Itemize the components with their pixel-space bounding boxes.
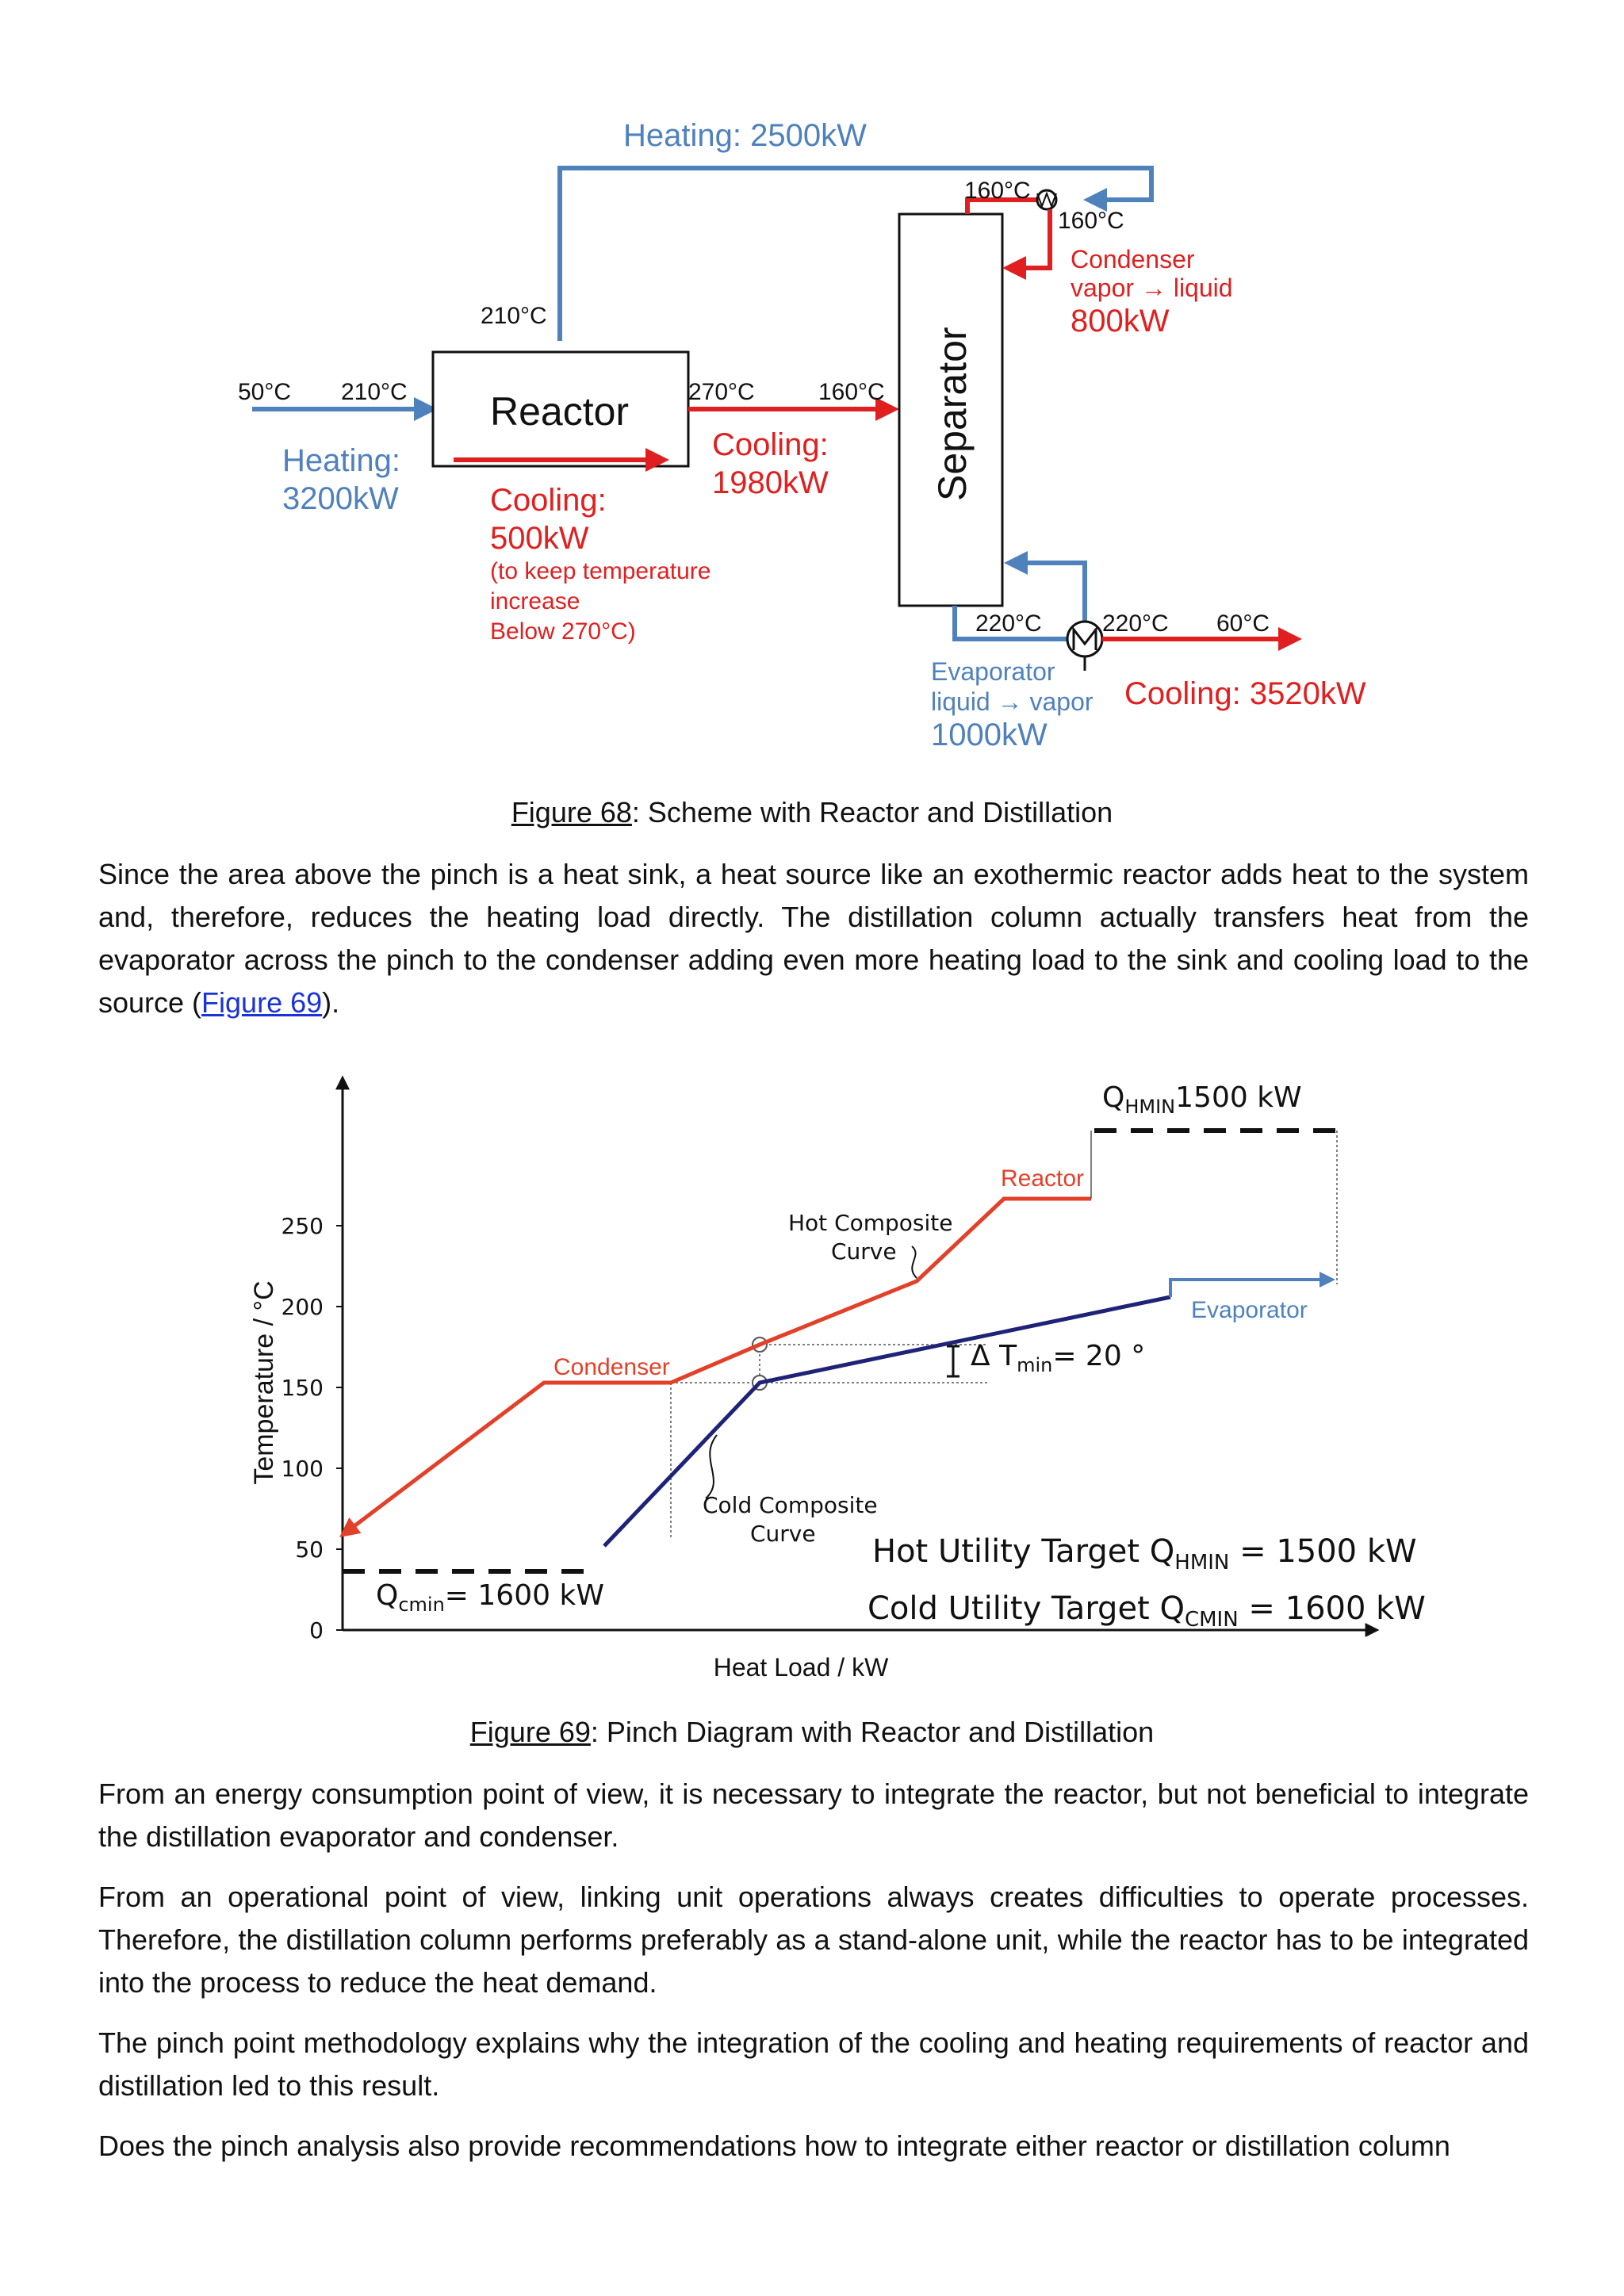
cold-composite-label-2: Curve [750, 1521, 816, 1547]
cold-utility-target: Cold Utility Target $Q_{CMIN} = 1600$ kW [868, 1590, 1426, 1632]
reactor-annotation: Reactor [1001, 1165, 1085, 1192]
qhmin-label: $Q_{HMIN}1500$ kW [1102, 1081, 1302, 1118]
heating-top-label: Heating: 2500kW [623, 118, 867, 153]
temp-220-left: 220°C [975, 610, 1042, 637]
cold-composite-label-1: Cold Composite [703, 1492, 878, 1518]
paragraph-question: Does the pinch analysis also provide recommendations how to integrate either reactor or distillation column [98, 2130, 1450, 2162]
y-ticks [282, 1213, 343, 1644]
heating-left-line2: 3200kW [282, 481, 399, 516]
figure-69-caption [0, 1716, 1624, 1749]
figure-68-caption-text: : Scheme with Reactor and Distillation [631, 796, 1113, 828]
temp-160-top: 160°C [964, 178, 1031, 204]
evaporator-load: 1000kW [931, 718, 1048, 752]
temp-220-right: 220°C [1102, 610, 1169, 637]
evaporator-line1: Evaporator [931, 657, 1055, 686]
cooling-mid-line2: 1980kW [712, 465, 829, 500]
dtmin-label: Δ $T_{min}= 20$ ° [971, 1340, 1146, 1376]
temp-270: 270°C [688, 379, 755, 405]
cooling-bottom-label: Cooling: 3520kW [1124, 676, 1366, 711]
cooling-reactor-line1: Cooling: [490, 483, 607, 518]
y-tick-label: 100 [281, 1456, 324, 1482]
figure-68-ref: Figure 68 [511, 796, 632, 828]
y-tick-label: 200 [281, 1294, 324, 1320]
y-tick-label: 150 [281, 1375, 324, 1401]
paragraph-1-end: ). [322, 986, 340, 1019]
qcmin-label: $Q_{cmin}= 1600$ kW [376, 1579, 604, 1616]
separator-label: Separator [930, 327, 975, 501]
cooling-reactor-line2: 500kW [490, 521, 589, 556]
temp-210-top: 210°C [481, 303, 547, 329]
cooling-mid-line1: Cooling: [712, 427, 829, 462]
cold-composite-curve [604, 1297, 1170, 1546]
paragraph-methodology: The pinch point methodology explains why the integration of the cooling and heating requirements of reactor and distillation led to this result. [98, 2026, 1529, 2102]
cooling-reactor-note3: Below 270°C) [490, 618, 636, 645]
y-tick-label: 50 [295, 1536, 324, 1563]
condenser-line1: Condenser [1071, 245, 1195, 274]
reactor-label: Reactor [490, 389, 630, 434]
paragraph-1-text: Since the area above the pinch is a heat sink, a heat source like an exothermic reactor adds heat to the system and, therefore, reduces the heating load directly. The distillation column actually transfers heat from the evaporator across the pinch to the condenser adding even more heating load to the sink and cooling load to the source ( [98, 858, 1529, 1019]
figure-69-ref: Figure 69 [469, 1716, 591, 1748]
figure-69-link[interactable]: Figure 69 [201, 986, 323, 1019]
x-axis-label: Heat Load / kW [713, 1653, 889, 1682]
cooling-reactor-note1: (to keep temperature [490, 558, 711, 584]
hot-composite-label-2: Curve [831, 1238, 897, 1265]
condenser-annotation: Condenser [553, 1354, 670, 1380]
hot-composite-label-1: Hot Composite [788, 1210, 953, 1236]
heating-left-line1: Heating: [282, 443, 400, 478]
paragraph-operational: From an operational point of view, linking unit operations always creates difficulties to operate processes. Therefore, the distillation column performs preferably as a stand-alone unit, while the reactor has to be integrated into the process to reduce the heat demand. [98, 1881, 1529, 1999]
temp-50: 50°C [238, 379, 292, 405]
evaporator-annotation: Evaporator [1191, 1297, 1308, 1323]
evaporator-line2: liquid → vapor [931, 687, 1094, 716]
hot-utility-target: Hot Utility Target $Q_{HMIN} = 1500$ kW [872, 1533, 1417, 1575]
cooling-reactor-note2: increase [490, 588, 580, 614]
temp-60: 60°C [1216, 610, 1270, 637]
hot-composite-pointer [912, 1246, 917, 1278]
y-axis-label: Temperature / °C [249, 1280, 279, 1485]
evaporator-segment [1170, 1280, 1332, 1297]
y-tick-label: 250 [281, 1213, 324, 1239]
temp-160-cond: 160°C [1058, 208, 1124, 234]
condenser-load: 800kW [1071, 304, 1170, 339]
temp-210-left: 210°C [341, 379, 408, 405]
y-tick-label: 0 [309, 1617, 324, 1644]
figure-69-caption-text: : Pinch Diagram with Reactor and Distillation [590, 1716, 1155, 1748]
paragraph-energy: From an energy consumption point of view, it is necessary to integrate the reactor, but not beneficial to integrate the distillation evaporator and condenser. [98, 1777, 1529, 1853]
cold-composite-pointer [706, 1435, 717, 1498]
condenser-line2: vapor → liquid [1071, 274, 1233, 302]
temp-160-mid: 160°C [818, 379, 885, 405]
